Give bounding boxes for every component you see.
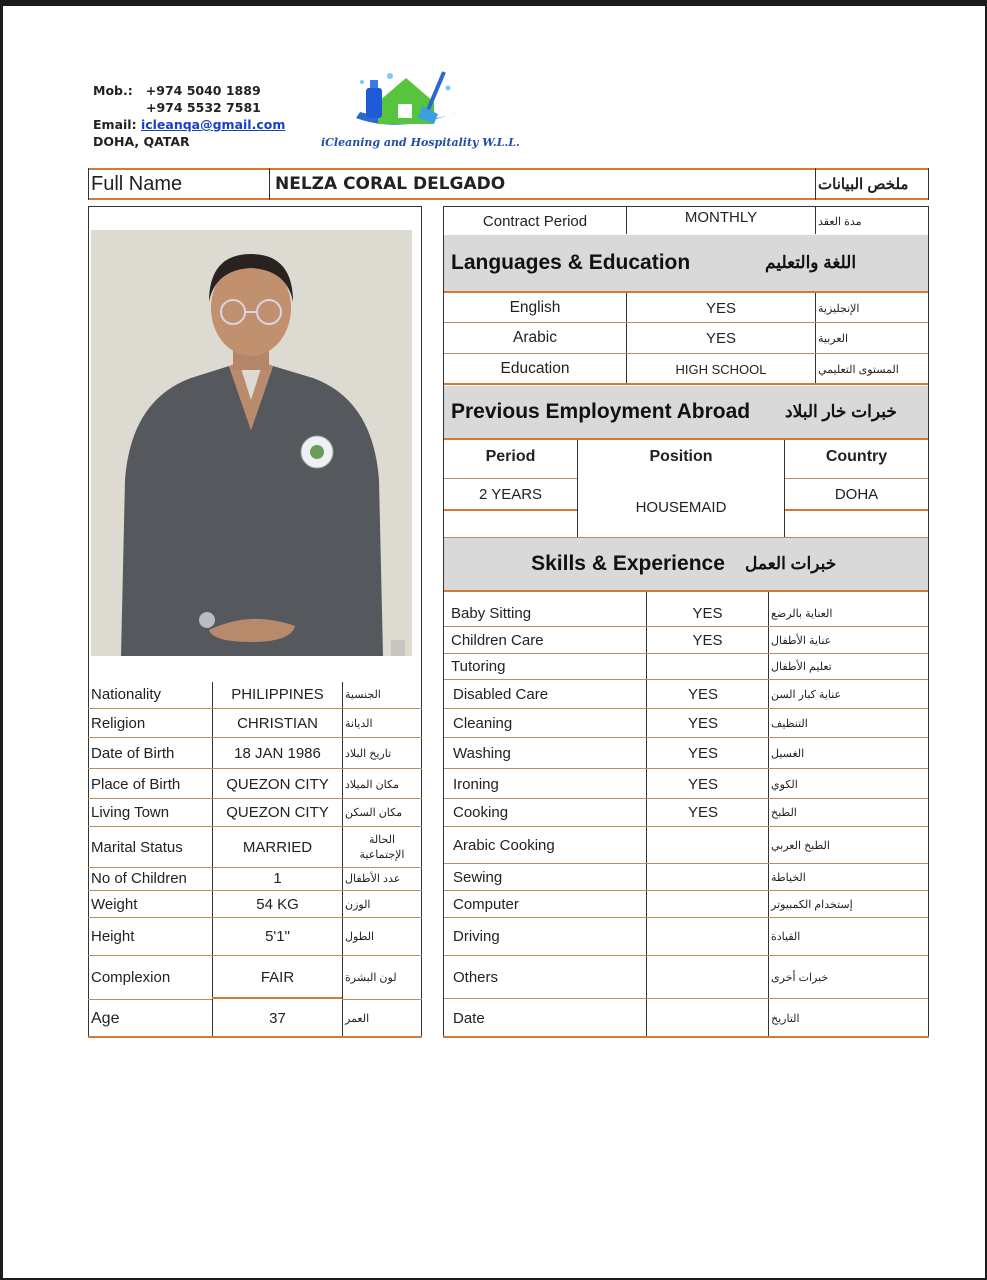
email-link[interactable]: icleanqa@gmail.com	[140, 117, 286, 132]
personal-label: Height	[91, 928, 135, 945]
skill-label: Tutoring	[451, 657, 506, 675]
company-name: iCleaning and Hospitality W.L.L.	[321, 136, 520, 149]
skill-label: Others	[453, 968, 499, 986]
skill-label: Washing	[453, 745, 511, 762]
personal-label: Age	[91, 1009, 120, 1027]
personal-value: QUEZON CITY	[226, 775, 329, 793]
skill-arabic: العناية بالرضع	[771, 607, 833, 620]
contact-block	[93, 82, 285, 150]
contract-period-label: Contract Period	[482, 212, 588, 230]
personal-label: Nationality	[91, 686, 162, 703]
skills-title: Skills & Experience	[531, 552, 725, 575]
skill-arabic: الغسيل	[771, 748, 805, 760]
personal-arabic: مكان السكن	[345, 807, 403, 819]
skill-arabic: إستخدام الكمبيوتر	[771, 898, 853, 911]
personal-arabic: لون البشرة	[345, 971, 397, 984]
skill-arabic: التنظيف	[771, 717, 808, 730]
employment-position-value: HOUSEMAID	[635, 498, 727, 516]
education-value: HIGH SCHOOL	[675, 361, 767, 377]
skills-arabic: خبرات العمل	[745, 554, 837, 573]
skill-arabic: الكوي	[771, 778, 798, 791]
skill-label: Sewing	[453, 868, 503, 886]
skill-label: Disabled Care	[453, 686, 549, 703]
personal-arabic: مكان الميلاد	[345, 778, 400, 791]
personal-value: PHILIPPINES	[231, 686, 324, 703]
full-name-label: Full Name	[91, 172, 183, 195]
email-label: Email:	[93, 117, 137, 132]
employment-col-position: Position	[649, 448, 713, 465]
company-logo-icon	[348, 62, 468, 140]
skill-value: YES	[687, 804, 718, 821]
skill-value	[647, 919, 768, 954]
languages-arabic: اللغة والتعليم	[765, 253, 857, 272]
employment-arabic: خبرات خار البلاد	[785, 402, 897, 421]
personal-label: Complexion	[91, 968, 171, 986]
personal-arabic: الوزن	[345, 898, 371, 911]
personal-arabic: العمر	[345, 1013, 370, 1025]
candidate-photo	[91, 230, 412, 656]
personal-value: 54 KG	[256, 895, 299, 913]
employment-col-country: Country	[825, 448, 888, 465]
employment-title: Previous Employment Abroad	[451, 400, 751, 423]
skill-label: Driving	[453, 928, 500, 945]
personal-label: Marital Status	[91, 839, 183, 856]
personal-label: No of Children	[91, 870, 187, 887]
personal-value: QUEZON CITY	[226, 804, 329, 821]
personal-label: Living Town	[91, 804, 170, 821]
skill-value: YES	[692, 631, 723, 649]
personal-arabic: الديانة	[345, 717, 373, 730]
lang-arabic-label: Arabic	[513, 329, 557, 346]
personal-value: 5'1"	[265, 928, 290, 945]
skill-label: Arabic Cooking	[453, 837, 555, 854]
personal-value: 37	[269, 1010, 286, 1027]
education-label: Education	[500, 360, 570, 377]
mobile-number-1: +974 5040 1889	[145, 83, 261, 98]
personal-value: CHRISTIAN	[237, 714, 318, 732]
personal-value: MARRIED	[242, 839, 313, 856]
skill-value	[647, 654, 768, 678]
skill-arabic: الطبخ	[771, 807, 797, 819]
employment-period-value: 2 YEARS	[478, 485, 543, 503]
personal-label: Date of Birth	[91, 745, 175, 762]
personal-label: Weight	[91, 895, 138, 913]
mobile-number-2: +974 5532 7581	[146, 100, 261, 115]
city-label: DOHA, QATAR	[93, 134, 190, 149]
lang-english-label: English	[509, 299, 561, 316]
full-name-arabic: ملخص البيانات	[818, 176, 909, 193]
skill-label: Cooking	[453, 804, 509, 821]
skill-value	[647, 865, 768, 889]
personal-arabic: الحالة الإجتماعية	[359, 833, 405, 861]
skill-value	[647, 957, 768, 997]
skill-value: YES	[687, 745, 718, 762]
skill-value: YES	[692, 604, 723, 622]
skill-label: Computer	[453, 895, 519, 913]
employment-country-value: DOHA	[834, 485, 879, 503]
skill-arabic: عناية الأطفال	[771, 634, 832, 647]
education-arabic: المستوى التعليمي	[818, 363, 899, 376]
personal-arabic: الطول	[345, 931, 375, 943]
contract-period-value: MONTHLY	[684, 208, 758, 226]
personal-value: FAIR	[260, 968, 295, 986]
cv-page	[3, 6, 985, 1278]
languages-title: Languages & Education	[451, 251, 691, 274]
skill-value: YES	[687, 686, 718, 703]
full-name-value: NELZA CORAL DELGADO	[275, 174, 506, 194]
personal-arabic: تاريخ البلاد	[345, 748, 392, 760]
personal-value: 1	[273, 870, 282, 887]
skill-value: YES	[687, 775, 718, 793]
skill-arabic: الخياطة	[771, 871, 806, 884]
skill-label: Ironing	[453, 775, 499, 793]
personal-arabic: عدد الأطفال	[345, 873, 401, 885]
personal-arabic: الجنسية	[345, 689, 381, 701]
skill-label: Date	[453, 1009, 485, 1027]
skill-value	[647, 1000, 768, 1036]
skill-value	[647, 829, 768, 862]
skill-value: YES	[687, 714, 718, 732]
skill-label: Cleaning	[453, 714, 513, 732]
lang-arabic-arabic: العربية	[818, 332, 849, 345]
skill-arabic: التاريخ	[771, 1012, 800, 1025]
skill-arabic: خبرات أخرى	[771, 971, 829, 984]
personal-label: Religion	[91, 714, 146, 732]
personal-value: 18 JAN 1986	[234, 745, 321, 762]
lang-english-value: YES	[705, 299, 736, 317]
personal-label: Place of Birth	[91, 775, 181, 793]
contract-period-arabic: مدة العقد	[818, 215, 862, 228]
skill-arabic: تعليم الأطفال	[771, 660, 832, 673]
employment-col-period: Period	[485, 448, 536, 465]
skill-arabic: عناية كبار السن	[771, 689, 842, 701]
skill-arabic: الطبخ العربي	[771, 840, 830, 852]
lang-arabic-value: YES	[705, 329, 736, 347]
skill-value	[647, 892, 768, 916]
skill-label: Children Care	[451, 631, 544, 649]
mob-label: Mob.:	[93, 83, 133, 98]
skill-arabic: القيادة	[771, 931, 801, 943]
lang-english-arabic: الإنجليزية	[818, 302, 860, 315]
skill-label: Baby Sitting	[451, 604, 532, 622]
